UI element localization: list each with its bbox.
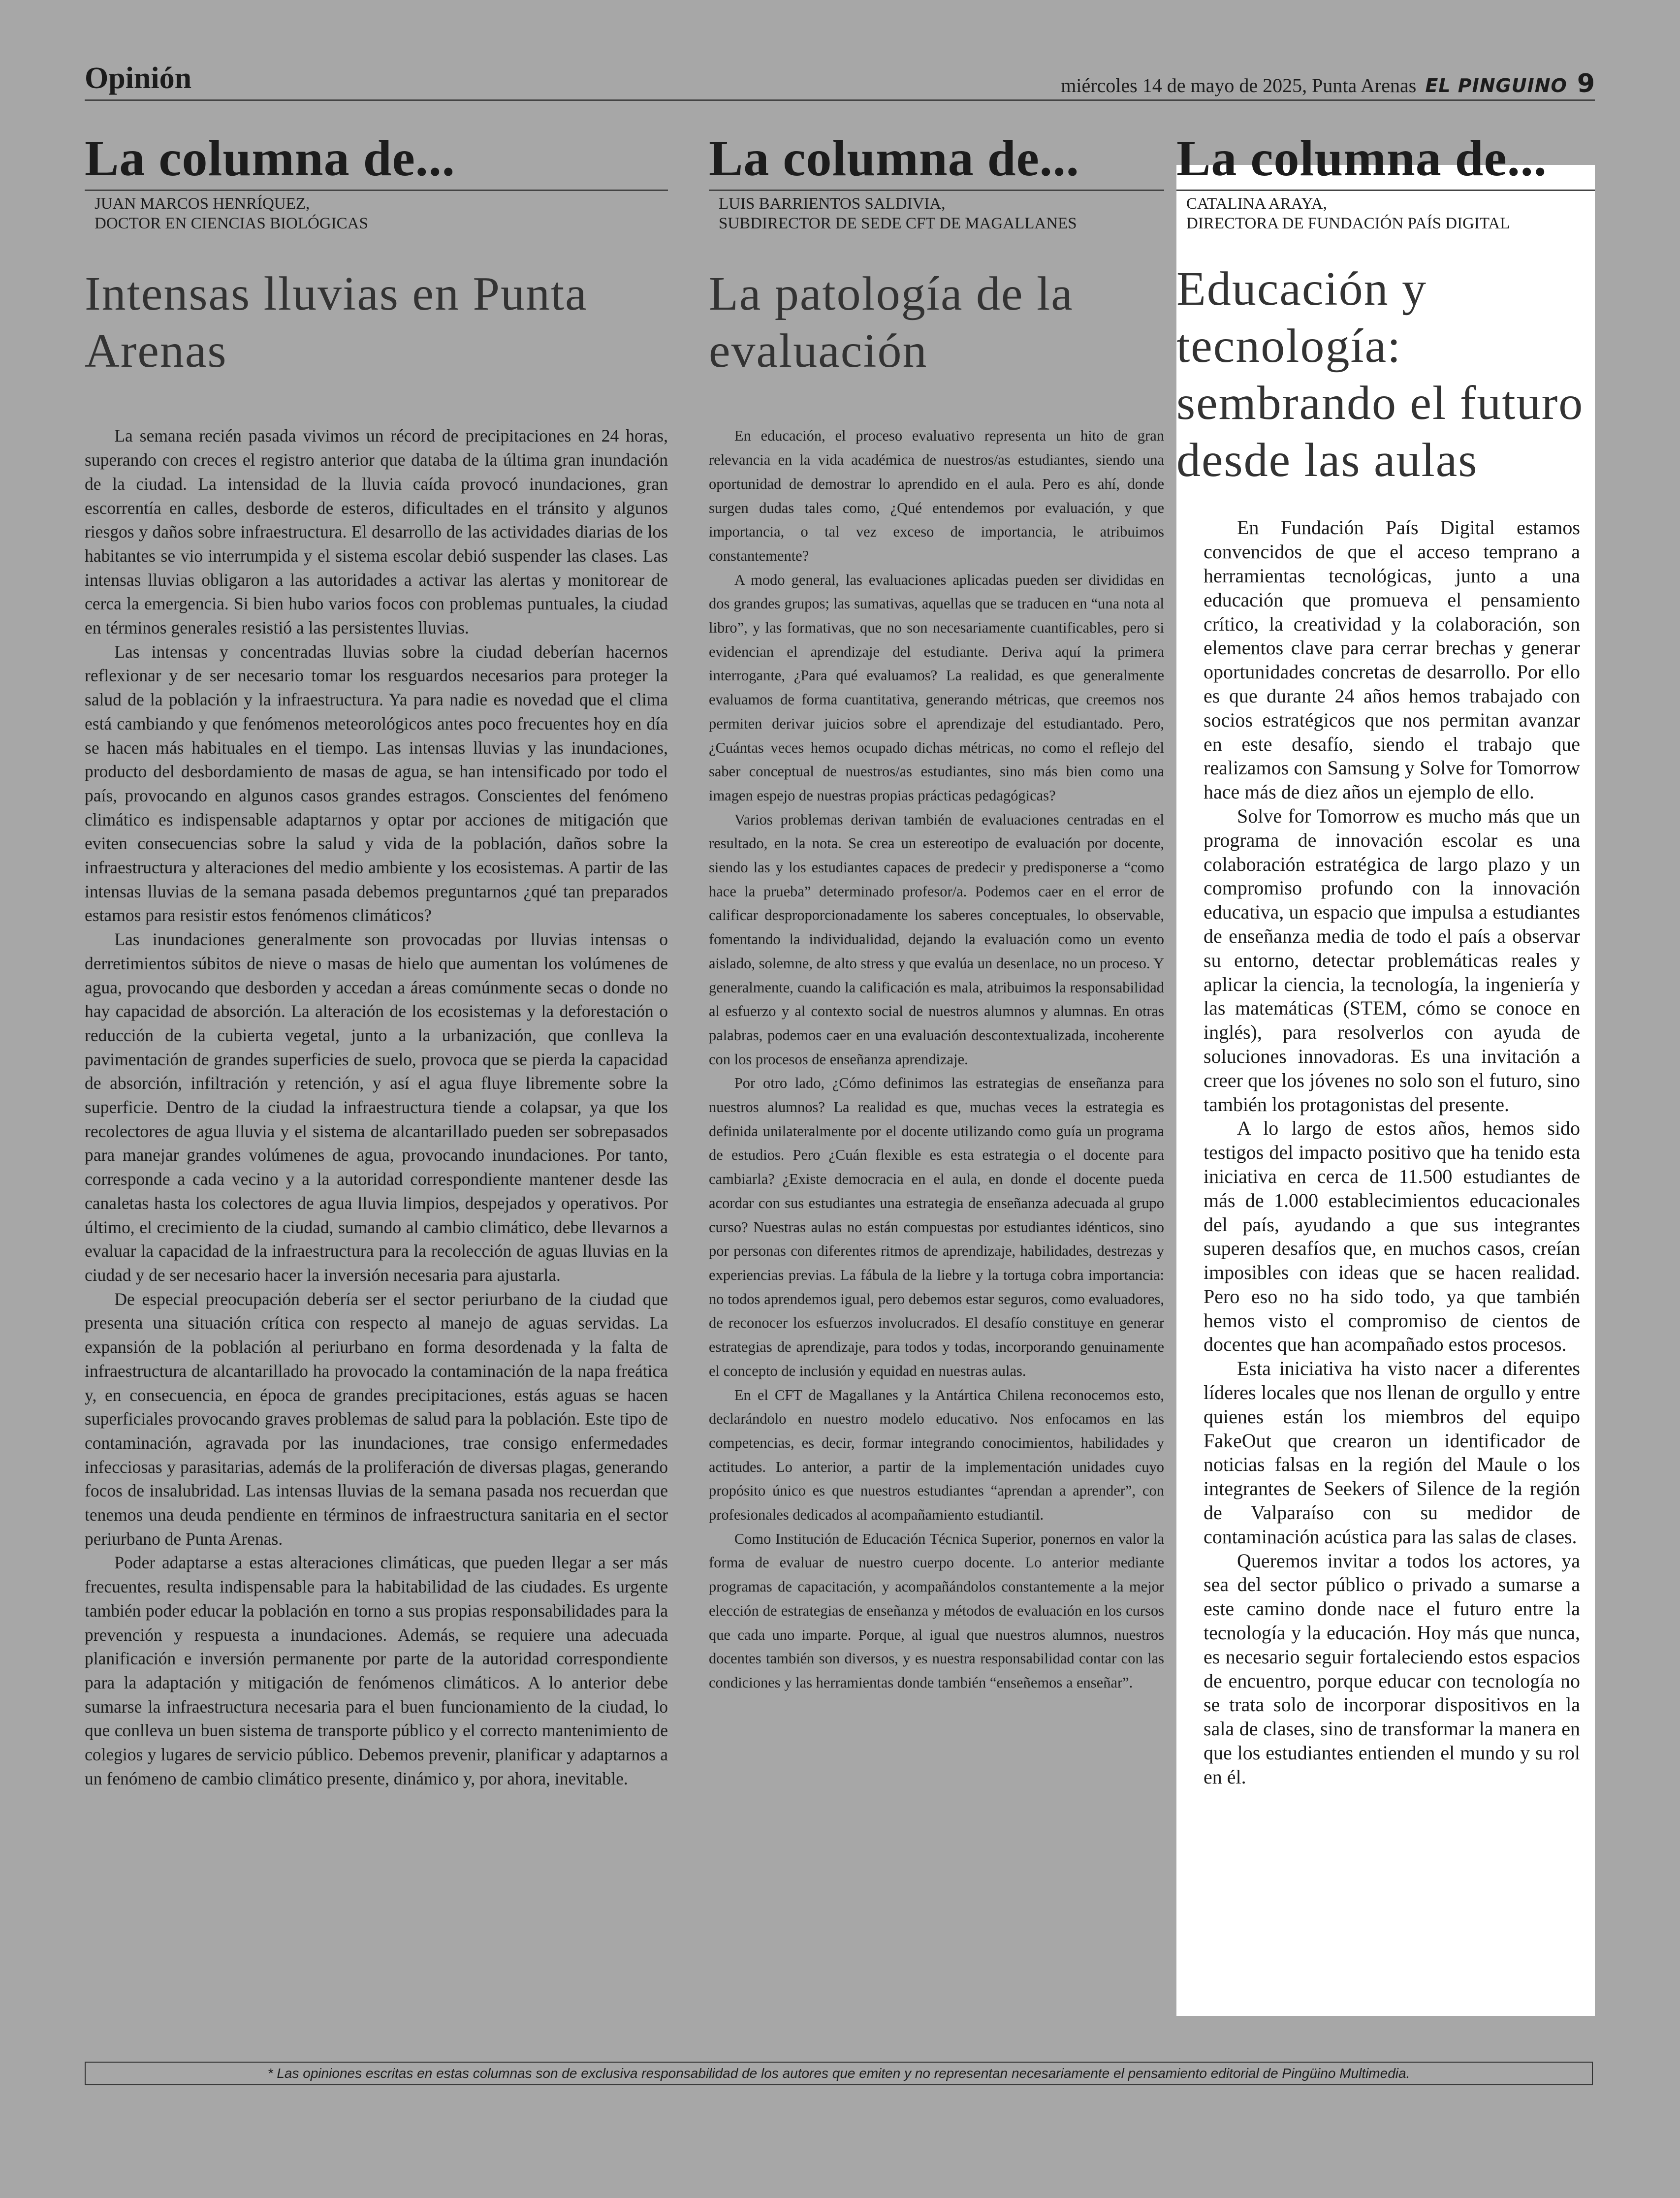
column-kicker: La columna de... — [1176, 130, 1595, 191]
paragraph: Esta iniciativa ha visto nacer a diferentes líderes locales que nos llenan de orgullo y entre quienes están los miembros del equipo FakeOut que crearon un identificador de noticias falsas en la región del Maule o los integrantes de Seekers of Silence de la región de Valparaíso con su medidor de contaminación acústica para las salas de clases. — [1204, 1357, 1580, 1548]
paragraph: En Fundación País Digital estamos convencidos de que el acceso temprano a herramientas tecnológicas, junto a una educación que promueva el pensamiento crítico, la creatividad y la colaboración, son elementos clave para cerrar brechas y generar oportunidades concretas de desarrollo. Por ello es que durante 24 años hemos trabajado con socios estratégicos que nos permitan avanzar en este desafío, siendo el trabajo que realizamos con Samsung y Solve for Tomorrow hace más de diez años un ejemplo de ello. — [1204, 516, 1580, 803]
article-headline: Educación y tecnología: sembrando el futuro desde las aulas — [1176, 262, 1584, 487]
paragraph: En educación, el proceso evaluativo representa un hito de gran relevancia en la vida académica de nuestros/as estudiantes, siendo una oportunidad de demostrar lo aprendido en el aula. Pero es ahí, donde surgen dudas tales como, ¿Qué entendemos por evaluación, y que importancia, o tal vez exceso de importancia, le atribuimos constantemente? — [709, 427, 1164, 564]
article-headline: La patología de la evaluación — [709, 267, 1074, 378]
paragraph: Las inundaciones generalmente son provocadas por lluvias intensas o derretimientos súbitos de nieve o masas de hielo que aumentan los volúmenes de agua, provocando que desborden y accedan a áreas comúnmente secas o donde no hay capacidad de absorción. La alteración de los ecosistemas y la deforestación o reducción de la cubierta vegetal, junto a la urbanización, que conlleva la pavimentación de grandes superficies de suelo, provoca que se pierda la capacidad de absorción, infiltración y retención, y así el agua fluye libremente sobre la superficie. Dentro de la ciudad la infraestructura tiende a colapsar, ya que los recolectores de agua lluvia y el sistema de alcantarillado pueden ser sobrepasados para manejar grandes volúmenes de agua, provocando inundaciones. Por tanto, corresponde a cada vecino y a la autoridad correspondiente mantener desde las canaletas hasta los colectores de agua lluvia limpios, despejados y operativos. Por último, el crecimiento de la ciudad, sumando al cambio climático, debe llevarnos a evaluar la capacidad de la infraestructura para la recolección de aguas lluvias en la ciudad y de ser necesario hacer la inversión necesaria para ajustarla. — [85, 929, 668, 1285]
header-right — [1061, 69, 1595, 98]
paragraph: De especial preocupación debería ser el sector periurbano de la ciudad que presenta una situación crítica con respecto al manejo de aguas servidas. La expansión de la población al periurbano en forma desordenada y la falta de infraestructura de alcantarillado ha provocado la contaminación de la napa freática y, en consecuencia, en época de grandes precipitaciones, estás aguas se hacen superficiales provocando graves problemas de salud para la población. Este tipo de contaminación, agravada por las inundaciones, trae consigo enfermedades infecciosas y parasitarias, además de la proliferación de diversas plagas, generando focos de insalubridad. Las intensas lluvias de la semana pasada nos recuerdan que tenemos una deuda pendiente en términos de infraestructura sanitaria en el sector periurbano de Punta Arenas. — [85, 1289, 668, 1549]
paragraph: En el CFT de Magallanes y la Antártica Chilena reconocemos esto, declarándolo en nuestro modelo educativo. Nos enfocamos en las competencias, es decir, formar integrando conocimientos, habilidades y actitudes. Lo anterior, a partir de la implementación unidades cuyo propósito único es que nuestros estudiantes “aprendan a aprender”, con profesionales dedicados al acompañamiento estudiantil. — [709, 1386, 1164, 1524]
byline — [709, 194, 1164, 233]
paragraph: Como Institución de Educación Técnica Superior, ponernos en valor la forma de evaluar de nuestro cuerpo docente. Lo anterior mediante programas de capacitación, y acompañándolos constantemente a la mejor elección de estrategias de enseñanza y métodos de evaluación en los cursos que cada uno imparte. Porque, al igual que nuestros alumnos, nuestros docentes también son diversos, y es nuestra responsabilidad contar con las condiciones y las herramientas donde también “enseñemos a enseñar”. — [709, 1530, 1164, 1691]
newspaper-logo: EL PINGUINO — [1425, 75, 1567, 96]
paragraph: La semana recién pasada vivimos un récord de precipitaciones en 24 horas, superando con creces el registro anterior que databa de la última gran inundación de la ciudad. La intensidad de la lluvia caída provocó inundaciones, gran escorrentía en calles, desborde de esteros, dificultades en el tránsito y algunos riesgos y daños sobre infraestructura. El desarrollo de las actividades diarias de los habitantes se vio interrumpida y el sistema escolar debió suspender las clases. Las intensas lluvias obligaron a las autoridades a activar las alertas y monitorear de cerca la emergencia. Si bien hubo varios focos con problemas puntuales, la ciudad en términos generales resistió a las persistentes lluvias. — [85, 426, 668, 638]
paragraph: Solve for Tomorrow es mucho más que un programa de innovación escolar es una colaboración estratégica de largo plazo y un compromiso profundo con la innovación educativa, un espacio que impulsa a estudiantes de enseñanza media de todo el país a observar su entorno, detectar problemáticas reales y aplicar la ciencia, la tecnología, la ingeniería y las matemáticas (STEM, cómo se conoce en inglés), para resolverlos con ayuda de soluciones innovadoras. Es una invitación a creer que los jóvenes no solo son el futuro, sino también los protagonistas del presente. — [1204, 804, 1580, 1115]
dateline: miércoles 14 de mayo de 2025, Punta Arenas — [1061, 74, 1417, 96]
article-body — [1176, 516, 1595, 1789]
column-article-1 — [85, 130, 668, 1790]
author-role: SUBDIRECTOR DE SEDE CFT DE MAGALLANES — [719, 215, 1077, 233]
paragraph: A modo general, las evaluaciones aplicadas pueden ser divididas en dos grandes grupos; las sumativas, aquellas que se traducen en “una nota al libro”, y las formativas, que no son necesariamente cuantificables, pero si evidencian el aprendizaje del estudiante. Deriva aquí la primera interrogante, ¿Para qué evaluamos? La realidad, es que generalmente evaluamos de forma cuantitativa, generando métricas, que creemos nos permiten derivar juicios sobre el aprendizaje del estudiantado. Pero, ¿Cuántas veces hemos ocupado dichas métricas, no como el reflejo del saber conceptual de nuestros/as estudiantes, sino más bien como una imagen espejo de nuestras propias prácticas pedagógicas? — [709, 571, 1164, 804]
article-body — [85, 424, 668, 1790]
paragraph: Queremos invitar a todos los actores, ya sea del sector público o privado a sumarse a este camino donde nace el futuro entre la tecnología y la educación. Hoy más que nunca, es necesario seguir fortaleciendo estos espacios de encuentro, porque educar con tecnología no se trata solo de incorporar dispositivos en la sala de clases, sino de transformar la manera en que los estudiantes entienden el mundo y su rol en él. — [1204, 1549, 1580, 1788]
author-name: LUIS BARRIENTOS SALDIVIA, — [719, 195, 946, 213]
author-name: CATALINA ARAYA, — [1186, 195, 1327, 213]
author-role: DIRECTORA DE FUNDACIÓN PAÍS DIGITAL — [1186, 215, 1510, 233]
column-kicker: La columna de... — [85, 130, 668, 191]
paragraph: Varios problemas derivan también de evaluaciones centradas en el resultado, en la nota. Se crea un estereotipo de evaluación por docente, siendo las y los estudiantes capaces de predecir y predisponerse a “como hace la prueba” determinado profesor/a. Podemos caer en el error de calificar desproporcionadamente los saberes conceptuales, lo observable, fomentando la individualidad, dejando la evaluación como un evento aislado, solemne, de alto stress y que evalúa un desenlace, no un proceso. Y generalmente, cuando la calificación es mala, atribuimos la responsabilidad al esfuerzo y al contexto social de nuestros alumnos y alumnas. En otras palabras, podemos caer en una evaluación descontextualizada, incoherente con los procesos de enseñanza aprendizaje. — [709, 811, 1164, 1068]
article-body — [709, 424, 1164, 1694]
paragraph: A lo largo de estos años, hemos sido testigos del impacto positivo que ha tenido esta iniciativa en cerca de 11.500 estudiantes de más de 1.000 establecimientos educacionales del país, ayudando a que sus integrantes superen desafíos que, en muchos casos, creían imposibles con ideas que se hacen realidad. Pero eso no ha sido todo, ya que también hemos visto el compromiso de cientos de docentes que han acompañado estos procesos. — [1204, 1117, 1580, 1356]
paragraph: Por otro lado, ¿Cómo definimos las estrategias de enseñanza para nuestros alumnos? La realidad es que, muchas veces la estrategia es definida unilateralmente por el docente utilizando como guía un programa de estudios. Pero ¿Cuán flexible es esta estrategia o el docente para cambiarla? ¿Existe democracia en el aula, en donde el docente pueda acordar con sus estudiantes una estrategia de enseñanza adecuada al grupo curso? Nuestras aulas no están compuestas por estudiantes idénticos, sino por personas con diferentes ritmos de aprendizaje, habilidades, destrezas y experiencias previas. La fábula de la liebre y la tortuga cobra importancia: no todos aprendemos igual, pero debemos estar seguros, como evaluadores, de reconocer los esfuerzos involucrados. El desafío constituye en generar estrategias de aprendizaje, para todos y todas, incorporando genuinamente el concepto de inclusión y equidad en nuestras aulas. — [709, 1075, 1164, 1379]
column-article-2 — [709, 130, 1164, 1695]
byline — [1176, 194, 1595, 233]
paragraph: Poder adaptarse a estas alteraciones climáticas, que pueden llegar a ser más frecuentes, resulta indispensable para la habitabilidad de las ciudades. Es urgente también poder educar la población en torno a sus propias responsabilidades para la prevención y respuesta a inundaciones. Además, se requiere una adecuada planificación e inversión permanente por parte de la autoridad correspondiente para la adaptación y mitigación de fenómenos climáticos. A lo anterior debe sumarse la infraestructura necesaria para el buen funcionamiento de la ciudad, lo que conlleva un buen sistema de transporte público y el correcto mantenimiento de colegios y lugares de servicio público. Debemos prevenir, planificar y adaptarnos a un fenómeno de cambio climático presente, dinámico y, por ahora, inevitable. — [85, 1553, 668, 1788]
disclaimer-footnote: * Las opiniones escritas en estas columnas son de exclusiva responsabilidad de los autores que emiten y no representan necesariamente el pensamiento editorial de Pingüino Multimedia. — [85, 2062, 1593, 2085]
page-number: 9 — [1577, 69, 1595, 98]
byline — [85, 194, 668, 233]
author-name: JUAN MARCOS HENRÍQUEZ, — [95, 195, 310, 213]
paragraph: Las intensas y concentradas lluvias sobre la ciudad deberían hacernos reflexionar y de ser necesario tomar los resguardos necesarios para proteger la salud de la población y la infraestructura. Ya para nadie es novedad que el clima está cambiando y que fenómenos meteorológicos antes poco frecuentes hoy en día se hacen más habituales en el tiempo. Las intensas lluvias y las inundaciones, producto del desbordamiento de masas de agua, se han intensificado por todo el país, provocando en algunos casos grandes estragos. Conscientes del fenómeno climático es indispensable adaptarnos y optar por acciones de mitigación que eviten consecuencias sobre la salud y vida de la población, daños sobre la infraestructura y alteraciones del medio ambiente y los ecosistemas. A partir de las intensas lluvias de la semana pasada debemos preguntarnos ¿qué tan preparados estamos para resistir estos fenómenos climáticos? — [85, 641, 668, 925]
author-role: DOCTOR EN CIENCIAS BIOLÓGICAS — [95, 215, 368, 233]
article-headline: Intensas lluvias en Punta Arenas — [85, 267, 588, 378]
page-header — [85, 59, 1595, 101]
section-title: Opinión — [85, 62, 192, 95]
column-kicker: La columna de... — [709, 130, 1164, 191]
column-article-3 — [1176, 130, 1595, 1789]
